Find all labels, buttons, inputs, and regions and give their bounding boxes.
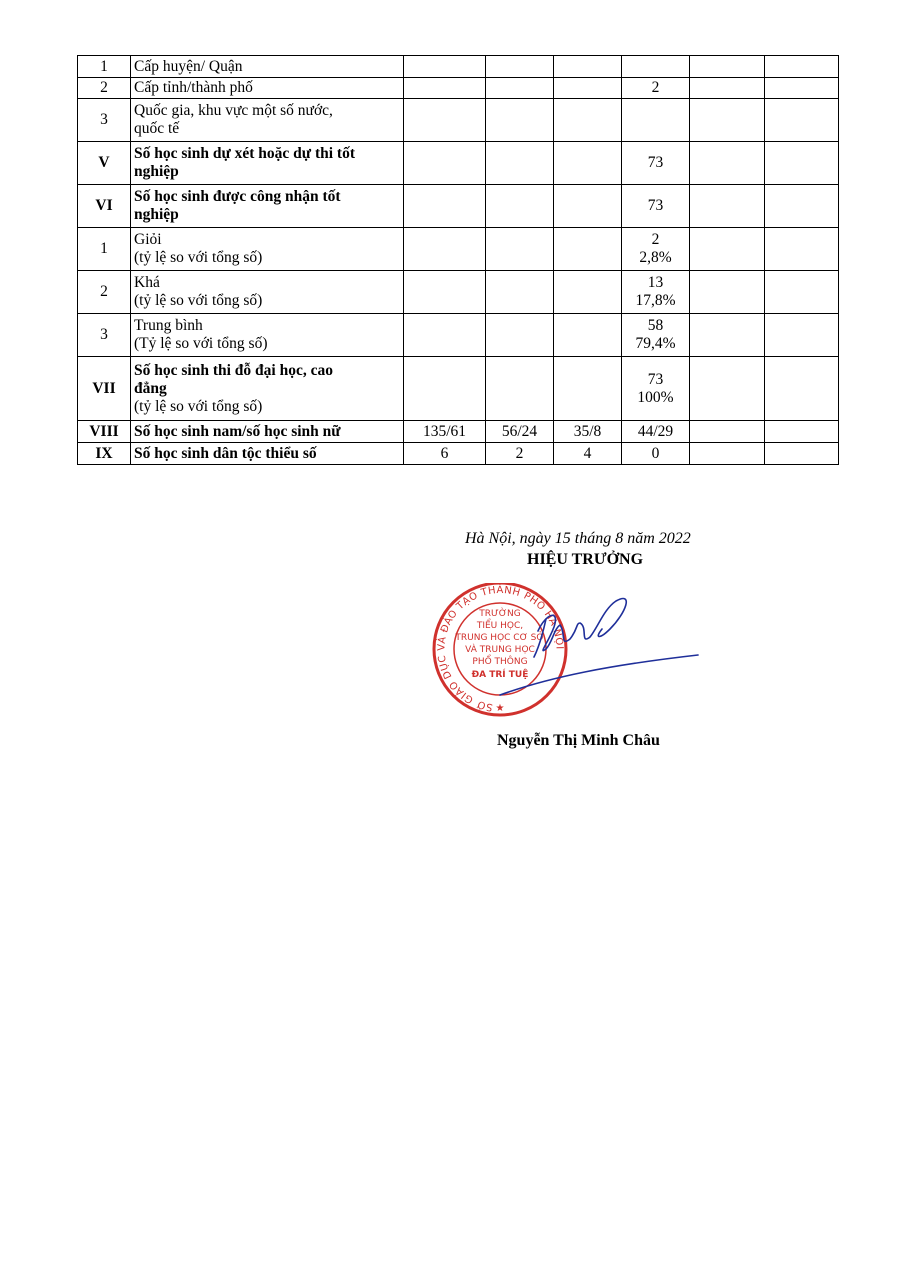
value-cell-c6 — [765, 443, 839, 465]
row-label — [131, 99, 404, 142]
cell-value: 2 — [515, 444, 524, 462]
row-label-line: Số học sinh dự xét hoặc dự thi tốt — [134, 145, 355, 162]
stamp-inner-line: TRƯỜNG — [479, 609, 521, 619]
value-cell-c5 — [690, 99, 765, 142]
row-label-line: (tỷ lệ so với tổng số) — [134, 249, 263, 266]
table-row — [78, 314, 839, 357]
row-label — [131, 443, 404, 465]
table-row — [78, 56, 839, 78]
value-cell-c3 — [554, 443, 622, 465]
value-cell-c6 — [765, 271, 839, 314]
value-cell-c6 — [765, 228, 839, 271]
statistics-table — [77, 55, 839, 465]
value-cell-c2 — [486, 99, 554, 142]
value-cell-c2 — [486, 357, 554, 421]
row-index: VIII — [78, 421, 131, 443]
value-cell-c5 — [690, 314, 765, 357]
value-cell-c6 — [765, 78, 839, 99]
row-label-line: Số học sinh thi đỗ đại học, cao — [134, 361, 333, 379]
value-cell-c6 — [765, 185, 839, 228]
value-cell-c1 — [404, 185, 486, 228]
stamp-inner-line: TRUNG HỌC CƠ SỞ — [455, 633, 545, 643]
cell-value: 73 — [647, 370, 664, 388]
value-cell-c5 — [690, 421, 765, 443]
value-cell-c6 — [765, 56, 839, 78]
school-stamp — [420, 583, 710, 723]
table-body — [78, 56, 839, 465]
row-label-line: Quốc gia, khu vực một số nước, — [134, 102, 333, 119]
row-label-line: quốc tế — [134, 120, 180, 137]
value-cell-c3 — [554, 271, 622, 314]
value-cell-c1 — [404, 421, 486, 443]
value-cell-c3 — [554, 56, 622, 78]
value-cell-c4 — [622, 99, 690, 142]
value-cell-c3 — [554, 314, 622, 357]
value-cell-c4 — [622, 443, 690, 465]
table-row — [78, 185, 839, 228]
value-cell-c1 — [404, 228, 486, 271]
value-cell-c3 — [554, 78, 622, 99]
value-cell-c4 — [622, 142, 690, 185]
table-row — [78, 228, 839, 271]
value-cell-c6 — [765, 357, 839, 421]
row-index: IX — [78, 443, 131, 465]
row-label — [131, 228, 404, 271]
stamp-inner-line: VÀ TRUNG HỌC — [465, 645, 535, 655]
row-label-line: Số học sinh nam/số học sinh nữ — [134, 422, 341, 440]
table-row — [78, 357, 839, 421]
row-label-line: Giỏi — [134, 231, 162, 248]
value-cell-c5 — [690, 357, 765, 421]
value-cell-c6 — [765, 314, 839, 357]
value-cell-c4 — [622, 78, 690, 99]
value-cell-c4 — [622, 421, 690, 443]
row-index: VII — [78, 357, 131, 421]
value-cell-c2 — [486, 314, 554, 357]
row-label-note: (tỷ lệ so với tổng số) — [134, 397, 263, 415]
cell-value: 2 — [651, 79, 660, 96]
signer-name: Nguyễn Thị Minh Châu — [497, 732, 660, 749]
cell-value: 13 — [647, 274, 664, 291]
row-label-line: nghiệp — [134, 206, 179, 223]
row-index: V — [78, 142, 131, 185]
row-label-line: Cấp huyện/ Quận — [134, 57, 243, 75]
table-row — [78, 271, 839, 314]
value-cell-c2 — [486, 78, 554, 99]
cell-value: 6 — [440, 444, 449, 462]
value-cell-c6 — [765, 142, 839, 185]
table-row — [78, 99, 839, 142]
value-cell-c4 — [622, 185, 690, 228]
value-cell-c2 — [486, 142, 554, 185]
value-cell-c5 — [690, 185, 765, 228]
row-index: 1 — [78, 228, 131, 271]
value-cell-c2 — [486, 228, 554, 271]
value-cell-c3 — [554, 421, 622, 443]
row-label — [131, 271, 404, 314]
row-label — [131, 185, 404, 228]
stamp-inner-line: PHỔ THÔNG — [472, 657, 528, 667]
value-cell-c5 — [690, 78, 765, 99]
value-cell-c1 — [404, 357, 486, 421]
row-label-line: Khá — [134, 274, 160, 291]
value-cell-c4 — [622, 271, 690, 314]
row-label — [131, 78, 404, 99]
value-cell-c4 — [622, 314, 690, 357]
cell-value: 35/8 — [573, 422, 602, 440]
cell-value: 0 — [651, 444, 660, 462]
row-label-line: Số học sinh dân tộc thiểu số — [134, 444, 317, 462]
value-cell-c2 — [486, 271, 554, 314]
value-cell-c5 — [690, 142, 765, 185]
cell-value: 2 — [651, 231, 660, 248]
row-label-line: Trung bình — [134, 317, 203, 334]
value-cell-c1 — [404, 443, 486, 465]
row-label-line: đẳng — [134, 379, 167, 397]
value-cell-c1 — [404, 99, 486, 142]
value-cell-c4 — [622, 228, 690, 271]
cell-value: 17,8% — [635, 292, 676, 309]
signature-title: HIỆU TRƯỞNG — [527, 551, 644, 568]
cell-value: 44/29 — [637, 422, 674, 440]
table-row — [78, 142, 839, 185]
row-index: 2 — [78, 271, 131, 314]
row-index: 3 — [78, 99, 131, 142]
cell-value: 100% — [637, 388, 674, 406]
table-row — [78, 443, 839, 465]
row-label — [131, 357, 404, 421]
cell-value: 73 — [647, 197, 664, 214]
stamp-star-icon: ★ — [495, 703, 505, 714]
row-index: 3 — [78, 314, 131, 357]
row-label-line: nghiệp — [134, 163, 179, 180]
value-cell-c1 — [404, 78, 486, 99]
value-cell-c3 — [554, 357, 622, 421]
value-cell-c5 — [690, 228, 765, 271]
value-cell-c5 — [690, 271, 765, 314]
value-cell-c1 — [404, 56, 486, 78]
row-label-line: (tỷ lệ so với tổng số) — [134, 292, 263, 309]
stamp-inner-line: TIỂU HỌC, — [476, 621, 524, 631]
value-cell-c1 — [404, 142, 486, 185]
value-cell-c5 — [690, 56, 765, 78]
value-cell-c2 — [486, 185, 554, 228]
row-index: VI — [78, 185, 131, 228]
row-label — [131, 421, 404, 443]
cell-value: 2,8% — [639, 249, 672, 266]
row-label-line: (Tỷ lệ so với tổng số) — [134, 335, 268, 352]
value-cell-c6 — [765, 421, 839, 443]
table-row — [78, 421, 839, 443]
value-cell-c6 — [765, 99, 839, 142]
row-label — [131, 142, 404, 185]
value-cell-c2 — [486, 56, 554, 78]
cell-value: 56/24 — [501, 422, 538, 440]
signature-date: Hà Nội, ngày 15 tháng 8 năm 2022 — [465, 530, 691, 547]
value-cell-c3 — [554, 228, 622, 271]
row-label-line: Số học sinh được công nhận tốt — [134, 188, 341, 205]
stamp-inner-line: ĐA TRÍ TUỆ — [471, 670, 529, 680]
stamp-outer-text: SỞ GIÁO DỤC VÀ ĐÀO TẠO THÀNH PHỐ HÀ NỘI — [436, 584, 565, 713]
cell-value: 58 — [647, 317, 664, 334]
row-label-line: Cấp tỉnh/thành phố — [134, 79, 253, 96]
value-cell-c3 — [554, 99, 622, 142]
value-cell-c3 — [554, 185, 622, 228]
value-cell-c4 — [622, 56, 690, 78]
cell-value: 73 — [647, 154, 664, 171]
value-cell-c2 — [486, 443, 554, 465]
value-cell-c2 — [486, 421, 554, 443]
row-index: 1 — [78, 56, 131, 78]
cell-value: 79,4% — [635, 335, 676, 352]
value-cell-c5 — [690, 443, 765, 465]
table-row — [78, 78, 839, 99]
row-index: 2 — [78, 78, 131, 99]
value-cell-c4 — [622, 357, 690, 421]
row-label — [131, 56, 404, 78]
cell-value: 4 — [583, 444, 592, 462]
value-cell-c1 — [404, 314, 486, 357]
value-cell-c3 — [554, 142, 622, 185]
cell-value: 135/61 — [422, 422, 467, 440]
row-label — [131, 314, 404, 357]
value-cell-c1 — [404, 271, 486, 314]
